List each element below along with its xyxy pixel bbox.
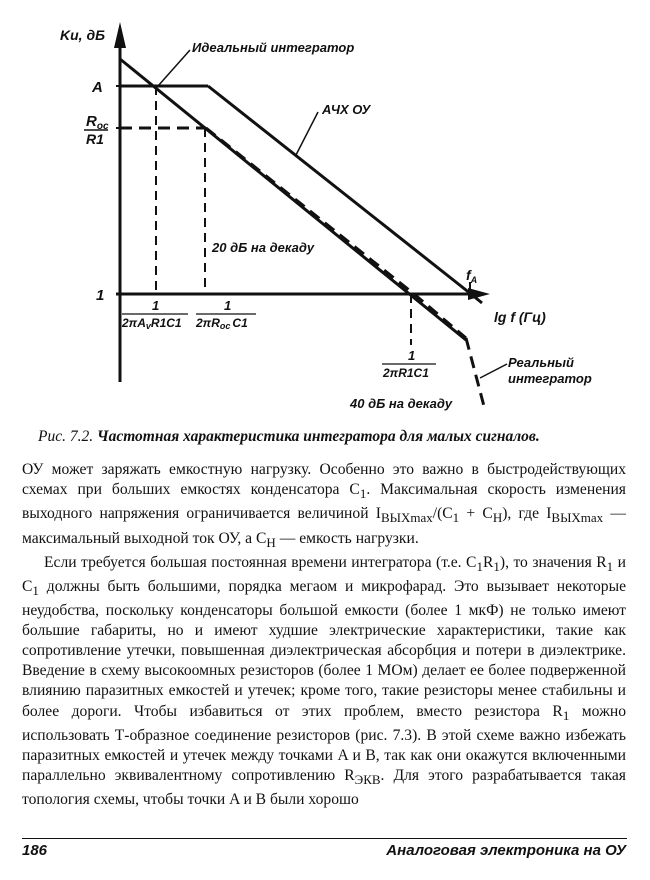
real-integrator-steep (466, 338, 485, 410)
freq1-denominator: 2πAvR1C1 (122, 316, 182, 331)
caption-title: Частотная характеристика интегратора для малых сигналов. (96, 428, 540, 445)
ideal-integrator-label: Идеальный интегратор (192, 40, 355, 55)
ach-leader (296, 112, 318, 155)
freq2-numerator: 1 (224, 298, 232, 313)
opamp-response-line (208, 86, 471, 294)
tick-one-label: 1 (96, 287, 105, 304)
fA-label: $f_A$ (466, 267, 478, 285)
y-axis-label: Ku, дБ (60, 27, 106, 43)
ideal-leader (158, 50, 190, 86)
freq1-numerator: 1 (152, 298, 160, 313)
figure-caption (38, 428, 638, 446)
running-title: Аналоговая электроника на ОУ (386, 842, 626, 859)
opamp-response-label: АЧХ ОУ (322, 102, 371, 117)
real-integrator-label-2: интегратор (508, 371, 592, 386)
tick-r1-label: R1 (86, 131, 104, 147)
caption-prefix: Рис. 7.2. (38, 428, 94, 445)
tick-A-label: A (92, 79, 103, 96)
page-number: 186 (22, 842, 48, 859)
frequency-response-figure (0, 0, 650, 430)
paragraph-1: ОУ может заряжать емкостную нагрузку. Особенно это важно в быстродействующих схемах при больших емкостях конденсатора $C_1$. Максимальная скорость изменения выходного напряжения ограничивается величиной $I_{ВЫХmax}/(C_1 + C_Н)$, где $I_{ВЫХmax}$ — максимальный выходной ток ОУ, а $C_Н$ — емкость нагрузки. (22, 461, 626, 550)
footer-rule (22, 838, 627, 839)
tick-roc-label: $R_{oc}$ (86, 113, 109, 132)
x-axis-label: lg f (Гц) (494, 309, 546, 325)
slope-40db-label: 40 дБ на декаду (350, 396, 453, 411)
real-leader (480, 364, 507, 378)
freq2-denominator: 2πRoc C1 (196, 316, 248, 331)
body-text (22, 460, 626, 810)
freq3-denominator: 2πR1C1 (383, 366, 429, 380)
y-axis-arrow-icon (114, 22, 126, 48)
real-integrator-label-1: Реальный (508, 355, 574, 370)
paragraph-2: Если требуется большая постоянная времени интегратора (т.е. $C_1R_1$), то значения $R_1$ и $C_1$ должны быть большими, порядка мегаом и микрофарад. Это вызывает некоторые неудобства, поскольку конденсаторы большой емкости (более 1 мкФ) не только имеют большие габариты, но и имеют худшие электрические характеристики, такие как сопротивление утечки, повышенная диэлектрическая абсорбция и потери в диэлектрике. Введение в схему высокоомных резисторов (более 1 МОм) делает ее более подверженной влиянию паразитных емкостей и утечек; кроме того, такие резисторы менее стабильны и более дороги. Чтобы избавиться от этих проблем, вместо резистора $R_1$ можно использовать Т-образное соединение резисторов (рис. 7.3). В этой схеме важно избежать паразитных емкостей и утечек между точками A и B, так как они окажутся включенными параллельно эквивалентному сопротивлению $R_{ЭКВ}$. Для этого разрабатывается такая топология схемы, чтобы точки A и B были хорошо (22, 553, 627, 809)
ideal-integrator-line (120, 59, 466, 340)
slope-20db-label: 20 дБ на декаду (212, 240, 315, 255)
freq3-numerator: 1 (408, 348, 416, 363)
